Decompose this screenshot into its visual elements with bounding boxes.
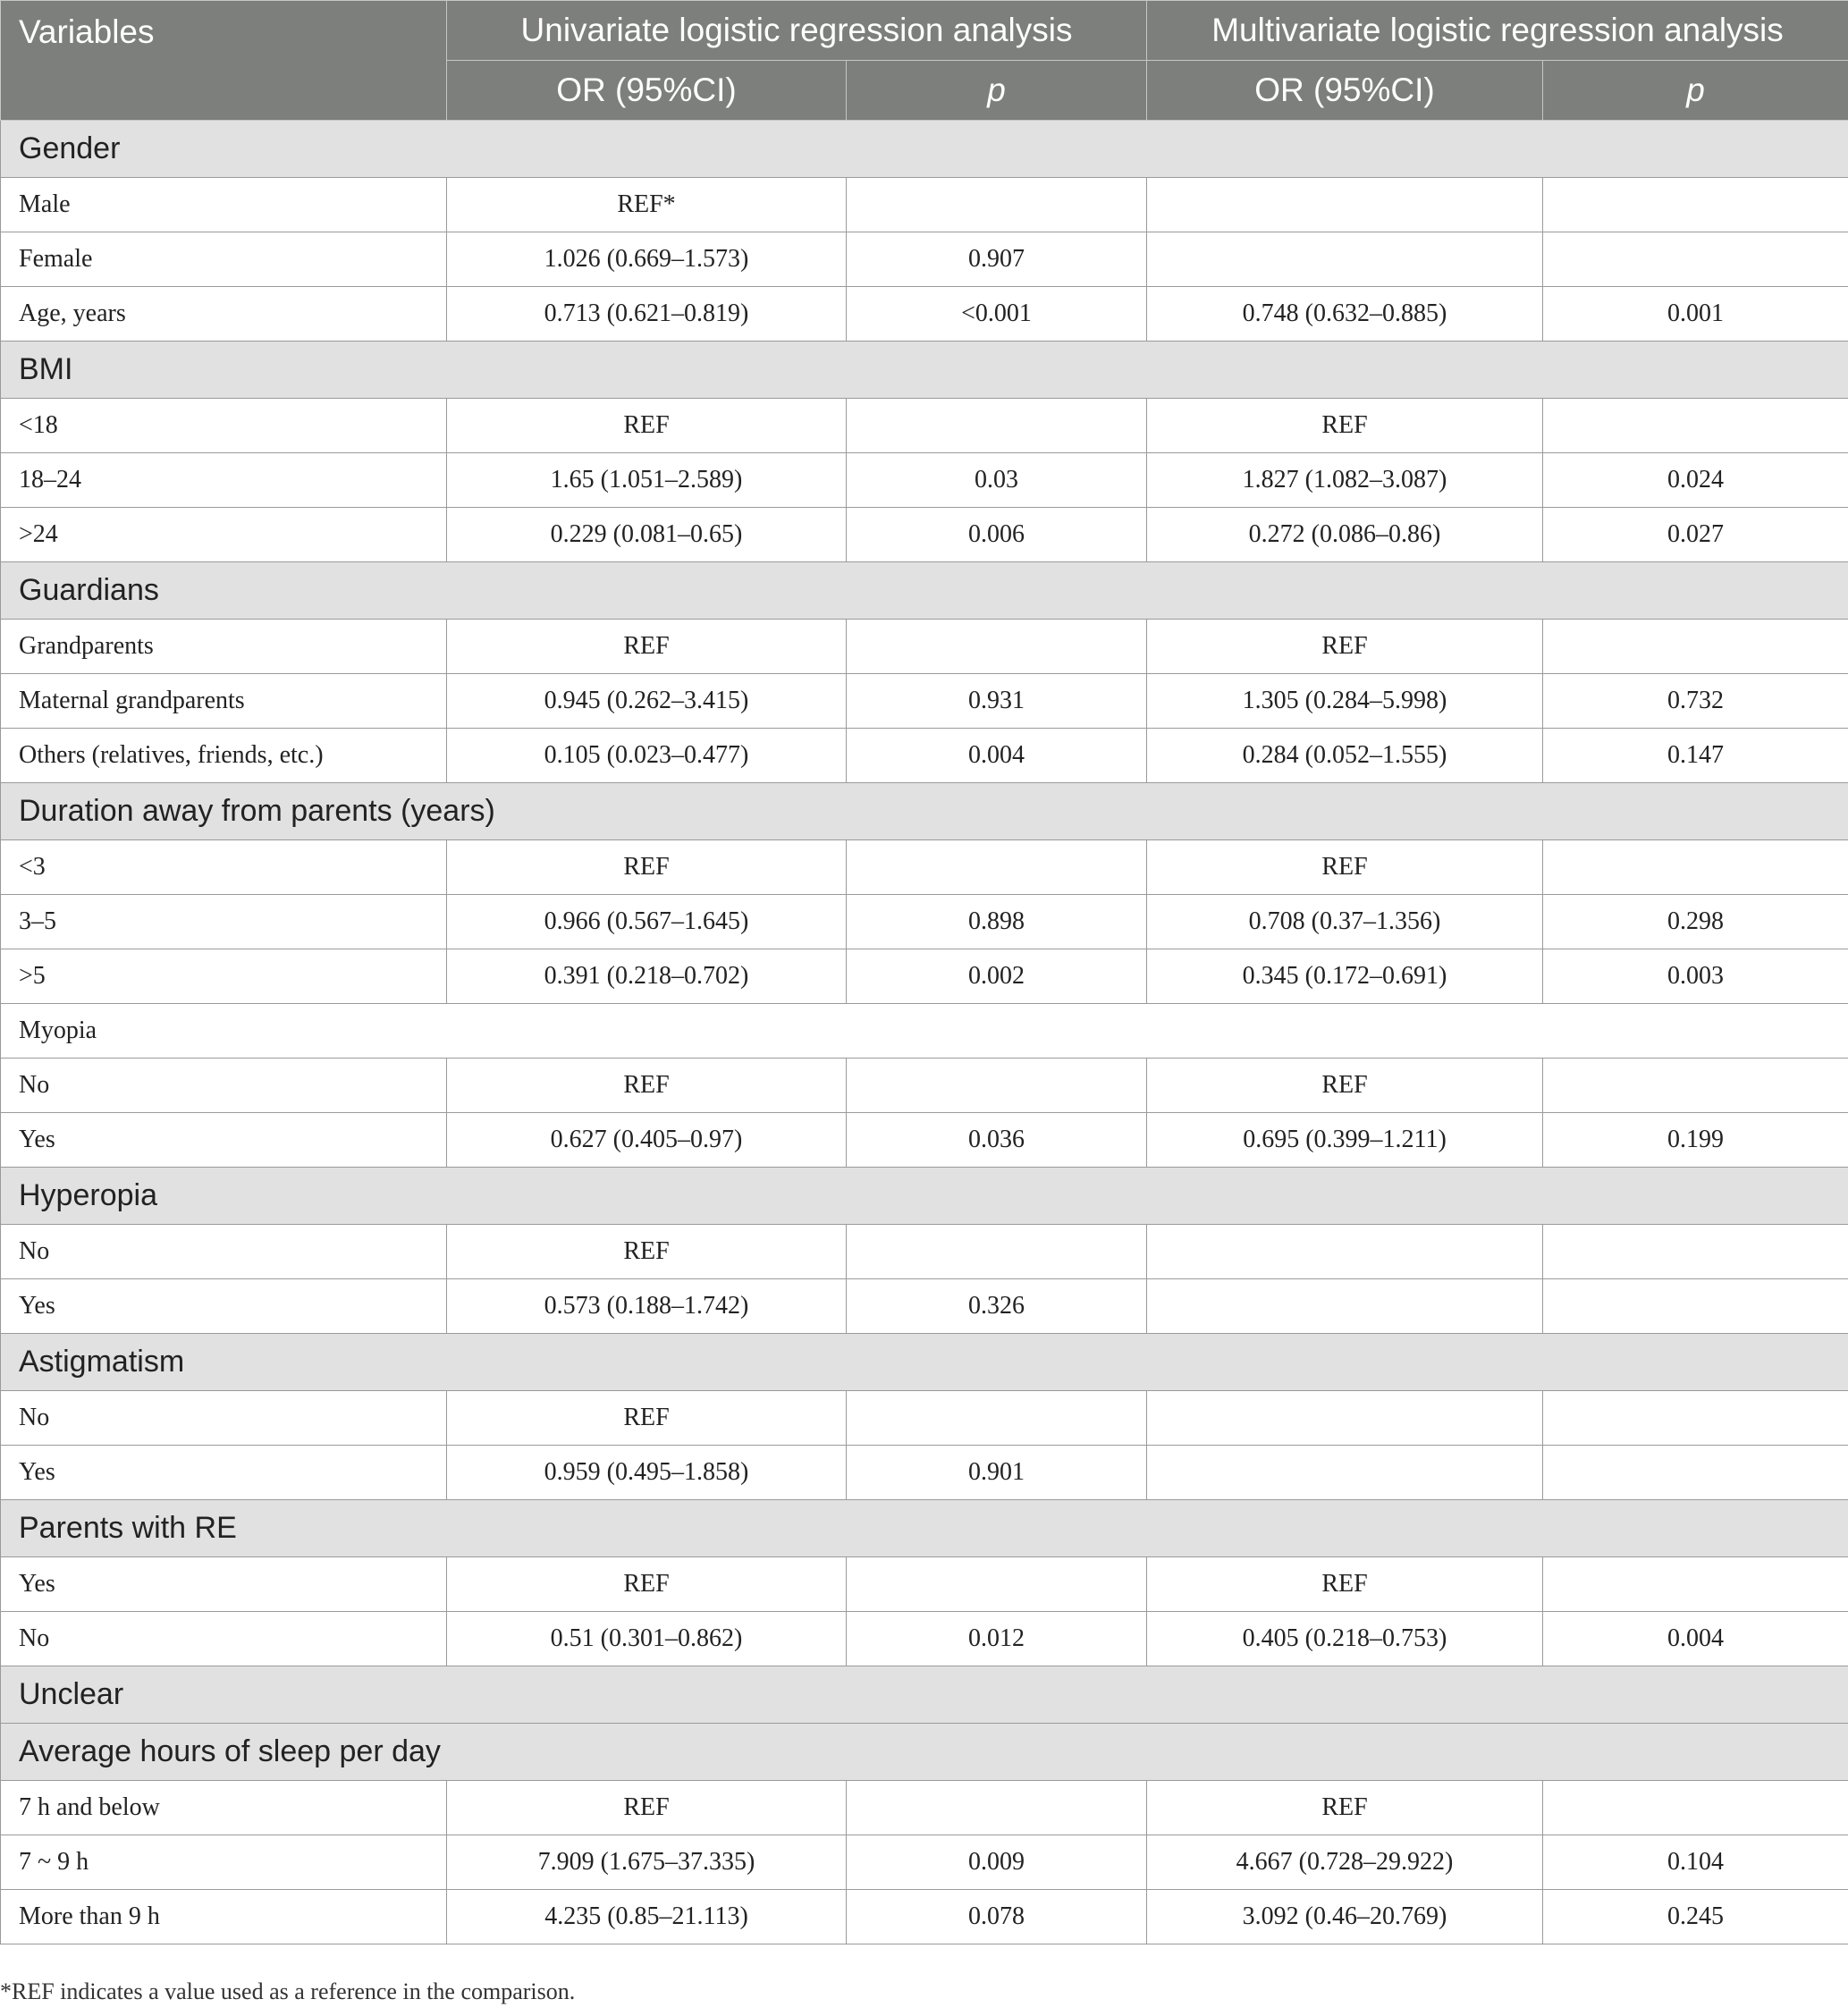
variable-cell: Yes [1,1113,447,1168]
variable-cell: 18–24 [1,453,447,508]
univariate-or-cell: REF* [447,178,847,232]
table-row [1,1059,1848,1113]
univariate-or-cell: REF [447,620,847,674]
category-row [1,1004,1848,1059]
table-row [1,1446,1848,1500]
univariate-or-cell: REF [447,1225,847,1279]
multivariate-or-cell [1147,232,1543,287]
table-row [1,949,1848,1004]
group-label: Guardians [1,562,1848,620]
table-row [1,1279,1848,1334]
univariate-p-cell: 0.002 [847,949,1147,1004]
table-row [1,178,1848,232]
group-row [1,562,1848,620]
univariate-or-cell: 0.391 (0.218–0.702) [447,949,847,1004]
multivariate-or-cell: 0.345 (0.172–0.691) [1147,949,1543,1004]
variable-cell: No [1,1059,447,1113]
multivariate-p-cell [1543,1225,1848,1279]
multivariate-p-cell: 0.245 [1543,1890,1848,1944]
univariate-p-cell [847,1225,1147,1279]
header-uni-or: OR (95%CI) [447,61,847,121]
univariate-p-cell: 0.326 [847,1279,1147,1334]
multivariate-or-cell: REF [1147,620,1543,674]
univariate-p-cell [847,399,1147,453]
multivariate-or-cell: 0.708 (0.37–1.356) [1147,895,1543,949]
group-row [1,783,1848,840]
univariate-or-cell: 0.713 (0.621–0.819) [447,287,847,342]
multivariate-p-cell: 0.003 [1543,949,1848,1004]
header-univariate: Univariate logistic regression analysis [447,1,1147,61]
univariate-p-cell: 0.931 [847,674,1147,729]
univariate-p-cell: 0.004 [847,729,1147,783]
group-row [1,1666,1848,1724]
univariate-or-cell: 4.235 (0.85–21.113) [447,1890,847,1944]
univariate-or-cell: REF [447,399,847,453]
multivariate-p-cell: 0.001 [1543,287,1848,342]
table-row [1,287,1848,342]
multivariate-or-cell: 1.305 (0.284–5.998) [1147,674,1543,729]
variable-cell: Others (relatives, friends, etc.) [1,729,447,783]
multivariate-p-cell [1543,1059,1848,1113]
multivariate-or-cell: REF [1147,1557,1543,1612]
multivariate-or-cell [1147,1279,1543,1334]
multivariate-p-cell: 0.199 [1543,1113,1848,1168]
multivariate-or-cell: 0.748 (0.632–0.885) [1147,287,1543,342]
table-row [1,674,1848,729]
multivariate-p-cell: 0.732 [1543,674,1848,729]
table-row [1,729,1848,783]
univariate-or-cell: REF [447,840,847,895]
table-row [1,1890,1848,1944]
univariate-or-cell: 1.65 (1.051–2.589) [447,453,847,508]
multivariate-p-cell [1543,620,1848,674]
multivariate-or-cell [1147,1446,1543,1500]
multivariate-p-cell [1543,1557,1848,1612]
header-multi-or: OR (95%CI) [1147,61,1543,121]
group-label: BMI [1,342,1848,399]
multivariate-or-cell [1147,1391,1543,1446]
univariate-or-cell: REF [447,1781,847,1835]
table-row [1,232,1848,287]
variable-cell: >5 [1,949,447,1004]
univariate-p-cell: 0.898 [847,895,1147,949]
table-row [1,399,1848,453]
multivariate-p-cell [1543,1279,1848,1334]
header-uni-p: p [847,61,1147,121]
table-row [1,1225,1848,1279]
univariate-p-cell [847,1059,1147,1113]
multivariate-p-cell [1543,178,1848,232]
multivariate-p-cell [1543,840,1848,895]
multivariate-p-cell [1543,232,1848,287]
category-label: Myopia [1,1004,1848,1059]
variable-cell: Female [1,232,447,287]
table-row [1,1391,1848,1446]
variable-cell: Yes [1,1279,447,1334]
univariate-or-cell: 0.51 (0.301–0.862) [447,1612,847,1666]
univariate-p-cell: 0.907 [847,232,1147,287]
variable-cell: >24 [1,508,447,562]
header-variables: Variables [1,1,447,121]
multivariate-or-cell: 3.092 (0.46–20.769) [1147,1890,1543,1944]
multivariate-p-cell: 0.024 [1543,453,1848,508]
multivariate-p-cell: 0.004 [1543,1612,1848,1666]
multivariate-p-cell: 0.027 [1543,508,1848,562]
univariate-p-cell: 0.006 [847,508,1147,562]
group-row [1,1334,1848,1391]
univariate-or-cell: 0.627 (0.405–0.97) [447,1113,847,1168]
univariate-p-cell [847,1557,1147,1612]
univariate-p-cell: 0.012 [847,1612,1147,1666]
univariate-or-cell: 1.026 (0.669–1.573) [447,232,847,287]
group-label: Hyperopia [1,1168,1848,1225]
table-row [1,1113,1848,1168]
table-row [1,895,1848,949]
multivariate-or-cell: 0.695 (0.399–1.211) [1147,1113,1543,1168]
variable-cell: Male [1,178,447,232]
table-row [1,840,1848,895]
univariate-or-cell: 0.945 (0.262–3.415) [447,674,847,729]
multivariate-p-cell: 0.104 [1543,1835,1848,1890]
multivariate-or-cell: 4.667 (0.728–29.922) [1147,1835,1543,1890]
header-multi-p: p [1543,61,1848,121]
multivariate-or-cell: 0.284 (0.052–1.555) [1147,729,1543,783]
table-footnote: *REF indicates a value used as a reference in the comparison. [0,1978,576,2004]
table-body [1,121,1848,1944]
multivariate-p-cell [1543,399,1848,453]
multivariate-p-cell [1543,1391,1848,1446]
group-label: Average hours of sleep per day [1,1724,1848,1781]
multivariate-or-cell [1147,1225,1543,1279]
group-row [1,1168,1848,1225]
group-label: Parents with RE [1,1500,1848,1557]
variable-cell: No [1,1225,447,1279]
univariate-p-cell: 0.009 [847,1835,1147,1890]
multivariate-p-cell [1543,1446,1848,1500]
multivariate-or-cell: REF [1147,1781,1543,1835]
variable-cell: 3–5 [1,895,447,949]
multivariate-p-cell: 0.147 [1543,729,1848,783]
multivariate-p-cell: 0.298 [1543,895,1848,949]
group-label: Gender [1,121,1848,178]
multivariate-or-cell: REF [1147,399,1543,453]
multivariate-or-cell [1147,178,1543,232]
table-row [1,1612,1848,1666]
univariate-p-cell: 0.901 [847,1446,1147,1500]
variable-cell: Age, years [1,287,447,342]
variable-cell: 7 h and below [1,1781,447,1835]
multivariate-or-cell: REF [1147,840,1543,895]
table-row [1,1557,1848,1612]
univariate-p-cell: 0.03 [847,453,1147,508]
group-label: Unclear [1,1666,1848,1724]
group-label: Duration away from parents (years) [1,783,1848,840]
variable-cell: 7 ~ 9 h [1,1835,447,1890]
variable-cell: No [1,1612,447,1666]
univariate-p-cell [847,840,1147,895]
variable-cell: Maternal grandparents [1,674,447,729]
univariate-p-cell [847,1781,1147,1835]
variable-cell: <3 [1,840,447,895]
group-label: Astigmatism [1,1334,1848,1391]
univariate-or-cell: REF [447,1059,847,1113]
univariate-or-cell: 0.573 (0.188–1.742) [447,1279,847,1334]
univariate-or-cell: 0.105 (0.023–0.477) [447,729,847,783]
multivariate-or-cell: 1.827 (1.082–3.087) [1147,453,1543,508]
table-row [1,620,1848,674]
table-header [1,1,1848,121]
univariate-p-cell: <0.001 [847,287,1147,342]
univariate-p-cell [847,1391,1147,1446]
variable-cell: <18 [1,399,447,453]
multivariate-p-cell [1543,1781,1848,1835]
table-row [1,508,1848,562]
univariate-or-cell: REF [447,1391,847,1446]
univariate-or-cell: 0.229 (0.081–0.65) [447,508,847,562]
header-row-1 [1,1,1848,61]
univariate-or-cell: 0.966 (0.567–1.645) [447,895,847,949]
table-row [1,1835,1848,1890]
variable-cell: Grandparents [1,620,447,674]
multivariate-or-cell: 0.272 (0.086–0.86) [1147,508,1543,562]
variable-cell: Yes [1,1557,447,1612]
univariate-p-cell: 0.036 [847,1113,1147,1168]
variable-cell: No [1,1391,447,1446]
table-row [1,1781,1848,1835]
univariate-p-cell: 0.078 [847,1890,1147,1944]
variable-cell: More than 9 h [1,1890,447,1944]
univariate-p-cell [847,178,1147,232]
multivariate-or-cell: 0.405 (0.218–0.753) [1147,1612,1543,1666]
table-row [1,453,1848,508]
univariate-or-cell: 0.959 (0.495–1.858) [447,1446,847,1500]
univariate-or-cell: 7.909 (1.675–37.335) [447,1835,847,1890]
univariate-p-cell [847,620,1147,674]
variable-cell: Yes [1,1446,447,1500]
univariate-or-cell: REF [447,1557,847,1612]
group-row [1,1500,1848,1557]
header-multivariate: Multivariate logistic regression analysis [1147,1,1848,61]
group-row [1,1724,1848,1781]
multivariate-or-cell: REF [1147,1059,1543,1113]
group-row [1,121,1848,178]
group-row [1,342,1848,399]
